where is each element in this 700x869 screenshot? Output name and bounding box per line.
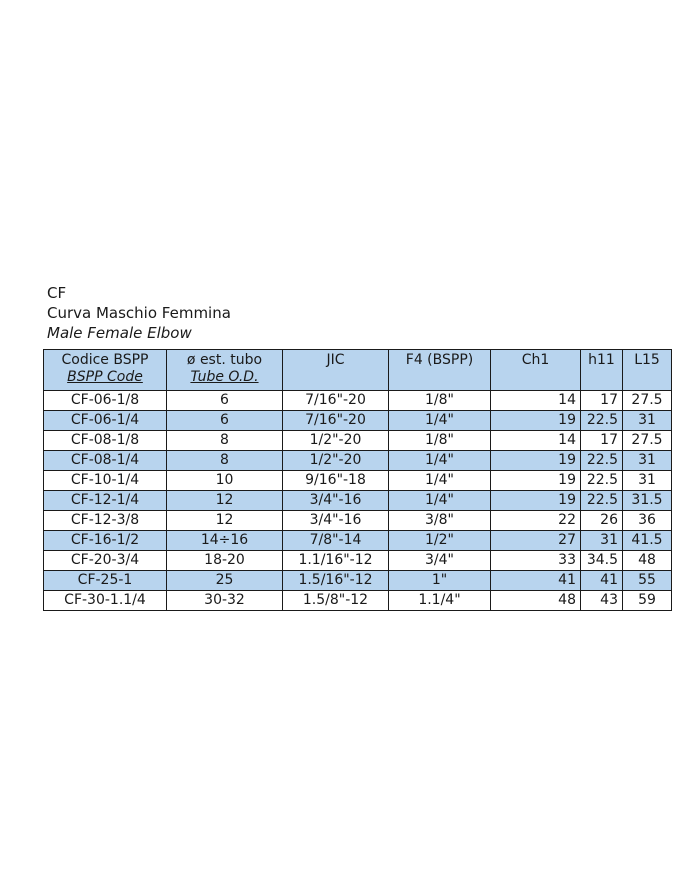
cell-tube-od: 8	[167, 431, 283, 451]
cell-jic: 1/2"-20	[283, 451, 389, 471]
cell-l15: 59	[623, 591, 672, 611]
cell-jic: 3/4"-16	[283, 511, 389, 531]
cell-f4: 1/8"	[389, 431, 491, 451]
cell-f4: 1"	[389, 571, 491, 591]
cell-f4: 1/4"	[389, 491, 491, 511]
header-l15	[623, 350, 672, 391]
header-l15-main: L15	[634, 352, 660, 368]
cell-ch1: 14	[491, 391, 581, 411]
cell-code: CF-12-3/8	[44, 511, 167, 531]
table-header-row	[44, 350, 672, 391]
header-code	[44, 350, 167, 391]
header-tube-od-sub: Tube O.D.	[190, 369, 259, 385]
header-code-main: Codice BSPP	[61, 352, 149, 368]
header-h11-main: h11	[588, 352, 615, 368]
cell-l15: 31	[623, 471, 672, 491]
cell-h11: 34.5	[581, 551, 623, 571]
cell-code: CF-25-1	[44, 571, 167, 591]
cell-jic: 9/16"-18	[283, 471, 389, 491]
cell-code: CF-10-1/4	[44, 471, 167, 491]
cell-ch1: 48	[491, 591, 581, 611]
table-body	[44, 391, 672, 611]
cell-tube-od: 6	[167, 391, 283, 411]
spec-table	[43, 349, 672, 611]
cell-code: CF-06-1/4	[44, 411, 167, 431]
cell-h11: 22.5	[581, 491, 623, 511]
cell-jic: 1.5/8"-12	[283, 591, 389, 611]
cell-code: CF-08-1/8	[44, 431, 167, 451]
cell-l15: 27.5	[623, 391, 672, 411]
cell-tube-od: 10	[167, 471, 283, 491]
header-jic-main: JIC	[326, 352, 345, 368]
product-code: CF	[47, 284, 67, 302]
cell-code: CF-06-1/8	[44, 391, 167, 411]
table-row	[44, 451, 672, 471]
cell-h11: 31	[581, 531, 623, 551]
cell-code: CF-20-3/4	[44, 551, 167, 571]
cell-h11: 22.5	[581, 471, 623, 491]
cell-ch1: 19	[491, 451, 581, 471]
cell-code: CF-08-1/4	[44, 451, 167, 471]
cell-f4: 3/4"	[389, 551, 491, 571]
cell-h11: 26	[581, 511, 623, 531]
title-block	[47, 283, 231, 343]
cell-l15: 27.5	[623, 431, 672, 451]
cell-l15: 48	[623, 551, 672, 571]
table-row	[44, 391, 672, 411]
cell-h11: 43	[581, 591, 623, 611]
cell-jic: 1.5/16"-12	[283, 571, 389, 591]
table-row	[44, 491, 672, 511]
cell-code: CF-16-1/2	[44, 531, 167, 551]
table-row	[44, 571, 672, 591]
cell-ch1: 19	[491, 411, 581, 431]
cell-h11: 22.5	[581, 451, 623, 471]
header-tube-od	[167, 350, 283, 391]
cell-h11: 41	[581, 571, 623, 591]
cell-h11: 17	[581, 431, 623, 451]
cell-jic: 7/16"-20	[283, 391, 389, 411]
cell-jic: 3/4"-16	[283, 491, 389, 511]
cell-ch1: 14	[491, 431, 581, 451]
table-row	[44, 411, 672, 431]
table-row	[44, 591, 672, 611]
cell-ch1: 41	[491, 571, 581, 591]
cell-ch1: 19	[491, 471, 581, 491]
cell-tube-od: 8	[167, 451, 283, 471]
cell-f4: 1/4"	[389, 411, 491, 431]
cell-l15: 36	[623, 511, 672, 531]
cell-jic: 7/8"-14	[283, 531, 389, 551]
cell-l15: 31.5	[623, 491, 672, 511]
header-f4	[389, 350, 491, 391]
cell-ch1: 33	[491, 551, 581, 571]
cell-tube-od: 12	[167, 511, 283, 531]
cell-tube-od: 6	[167, 411, 283, 431]
cell-ch1: 27	[491, 531, 581, 551]
cell-l15: 31	[623, 411, 672, 431]
table-row	[44, 531, 672, 551]
cell-l15: 41.5	[623, 531, 672, 551]
product-name-italian: Curva Maschio Femmina	[47, 304, 231, 322]
cell-tube-od: 12	[167, 491, 283, 511]
cell-tube-od: 25	[167, 571, 283, 591]
header-h11	[581, 350, 623, 391]
cell-tube-od: 14÷16	[167, 531, 283, 551]
cell-code: CF-12-1/4	[44, 491, 167, 511]
header-code-sub: BSPP Code	[67, 369, 143, 385]
table-row	[44, 551, 672, 571]
table-row	[44, 471, 672, 491]
header-ch1	[491, 350, 581, 391]
product-name-english: Male Female Elbow	[47, 324, 192, 342]
cell-f4: 3/8"	[389, 511, 491, 531]
header-ch1-main: Ch1	[521, 352, 550, 368]
cell-tube-od: 30-32	[167, 591, 283, 611]
header-jic	[283, 350, 389, 391]
cell-f4: 1.1/4"	[389, 591, 491, 611]
cell-l15: 55	[623, 571, 672, 591]
cell-tube-od: 18-20	[167, 551, 283, 571]
cell-f4: 1/4"	[389, 451, 491, 471]
table-row	[44, 431, 672, 451]
cell-f4: 1/8"	[389, 391, 491, 411]
cell-l15: 31	[623, 451, 672, 471]
cell-jic: 7/16"-20	[283, 411, 389, 431]
cell-jic: 1/2"-20	[283, 431, 389, 451]
cell-ch1: 19	[491, 491, 581, 511]
table-row	[44, 511, 672, 531]
cell-f4: 1/4"	[389, 471, 491, 491]
cell-f4: 1/2"	[389, 531, 491, 551]
header-f4-main: F4 (BSPP)	[405, 352, 474, 368]
cell-jic: 1.1/16"-12	[283, 551, 389, 571]
cell-h11: 22.5	[581, 411, 623, 431]
cell-code: CF-30-1.1/4	[44, 591, 167, 611]
cell-h11: 17	[581, 391, 623, 411]
header-tube-od-main: ø est. tubo	[186, 352, 263, 368]
cell-ch1: 22	[491, 511, 581, 531]
